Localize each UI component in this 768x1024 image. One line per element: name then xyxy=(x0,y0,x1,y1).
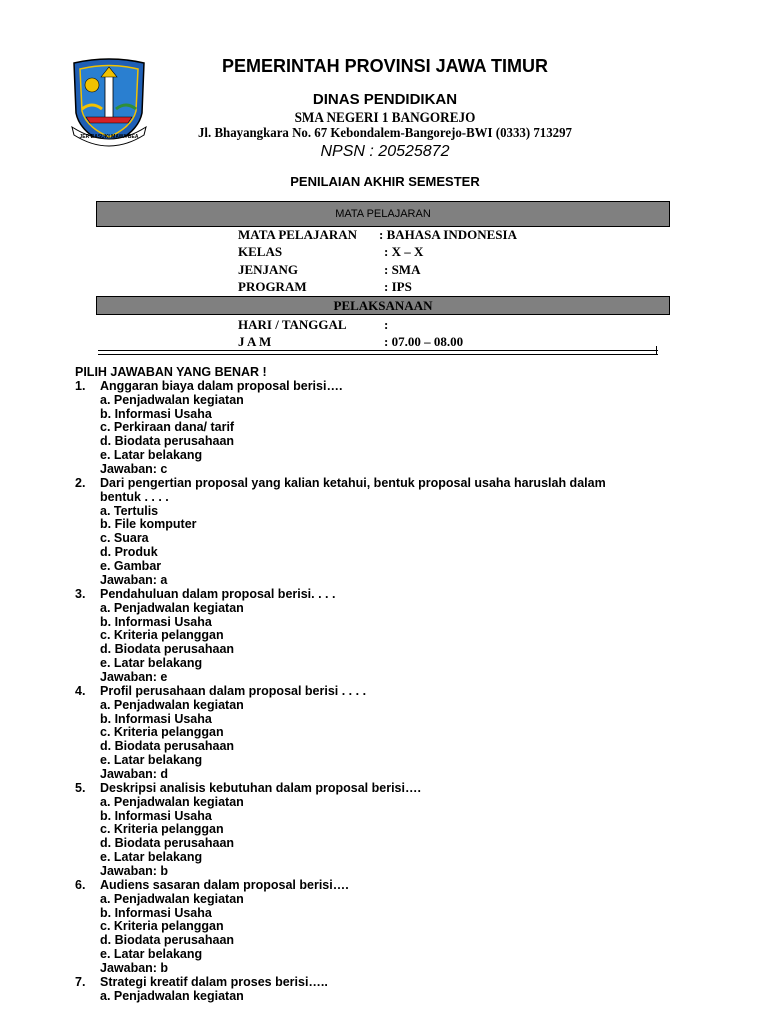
divider-line xyxy=(98,350,658,351)
question-number: 6. xyxy=(75,878,86,892)
question-text: Profil perusahaan dalam proposal berisi . . . . xyxy=(100,684,367,698)
question-text: Anggaran biaya dalam proposal berisi…. xyxy=(100,379,343,393)
answer: Jawaban: a xyxy=(100,572,168,587)
question-number: 3. xyxy=(75,587,86,601)
info-row-time xyxy=(238,333,668,350)
question-5 xyxy=(75,782,715,879)
option: c. Kriteria pelanggan xyxy=(100,628,224,643)
info-row-class xyxy=(238,243,668,260)
option: d. Biodata perusahaan xyxy=(100,434,235,449)
option: d. Biodata perusahaan xyxy=(100,739,235,754)
question-text-continued: bentuk . . . . xyxy=(100,489,169,504)
school-address: Jl. Bhayangkara No. 67 Kebondalem-Bangorejo-BWI (0333) 713297 xyxy=(197,126,573,141)
info-value: : SMA xyxy=(384,262,421,277)
execution-band-header: PELAKSANAAN xyxy=(96,296,670,315)
info-key: JENJANG xyxy=(238,262,298,277)
option: e. Latar belakang xyxy=(100,655,203,670)
government-title: PEMERINTAH PROVINSI JAWA TIMUR xyxy=(221,56,549,76)
question-7 xyxy=(75,976,715,1004)
question-text: Dari pengertian proposal yang kalian ketahui, bentuk proposal usaha haruslah dalam xyxy=(100,476,606,490)
exam-title: PENILAIAN AKHIR SEMESTER xyxy=(290,174,480,189)
question-text: Pendahuluan dalam proposal berisi. . . . xyxy=(100,587,336,601)
option: e. Latar belakang xyxy=(100,849,203,864)
divider-line xyxy=(98,354,658,355)
option: c. Perkiraan dana/ tarif xyxy=(100,420,235,435)
option: a. Tertulis xyxy=(100,503,159,518)
option: c. Kriteria pelanggan xyxy=(100,919,224,934)
instruction-heading: PILIH JAWABAN YANG BENAR ! xyxy=(75,365,267,379)
info-value: : X – X xyxy=(384,244,424,259)
npsn-number: NPSN : 20525872 xyxy=(320,143,450,160)
divider-line xyxy=(656,346,657,354)
info-key: J A M xyxy=(238,334,272,349)
option: e. Gambar xyxy=(100,558,162,573)
info-value: : 07.00 – 08.00 xyxy=(384,334,464,349)
option: a. Penjadwalan kegiatan xyxy=(100,697,244,712)
question-number: 7. xyxy=(75,975,86,989)
question-number: 4. xyxy=(75,684,86,698)
answer: Jawaban: c xyxy=(100,461,168,476)
question-number: 5. xyxy=(75,781,86,795)
question-number: 1. xyxy=(75,379,86,393)
option: c. Suara xyxy=(100,531,149,546)
option: e. Latar belakang xyxy=(100,752,203,767)
answer: Jawaban: e xyxy=(100,669,168,684)
info-value: : BAHASA INDONESIA xyxy=(379,227,517,242)
option: e. Latar belakang xyxy=(100,946,203,961)
provincial-emblem-logo xyxy=(68,57,150,149)
option: d. Biodata perusahaan xyxy=(100,933,235,948)
option: d. Produk xyxy=(100,544,158,559)
option: b. Informasi Usaha xyxy=(100,406,212,421)
svg-text:JER BASUKI MAWA BEA: JER BASUKI MAWA BEA xyxy=(79,134,139,140)
option: b. Informasi Usaha xyxy=(100,808,212,823)
option: c. Kriteria pelanggan xyxy=(100,822,224,837)
option: a. Penjadwalan kegiatan xyxy=(100,600,244,615)
info-key: KELAS xyxy=(238,244,283,259)
info-row-subject xyxy=(238,226,668,243)
info-value: : IPS xyxy=(384,279,412,294)
option: a. Penjadwalan kegiatan xyxy=(100,891,244,906)
school-name: SMA NEGERI 1 BANGOREJO xyxy=(294,110,476,126)
option: e. Latar belakang xyxy=(100,447,203,462)
option: a. Penjadwalan kegiatan xyxy=(100,794,244,809)
option: d. Biodata perusahaan xyxy=(100,836,235,851)
option: b. Informasi Usaha xyxy=(100,711,212,726)
answer: Jawaban: d xyxy=(100,766,169,781)
option: b. File komputer xyxy=(100,517,197,532)
question-text: Audiens sasaran dalam proposal berisi…. xyxy=(100,878,349,892)
option: a. Penjadwalan kegiatan xyxy=(100,988,244,1003)
option: b. Informasi Usaha xyxy=(100,614,212,629)
info-key: MATA PELAJARAN xyxy=(238,227,358,242)
info-key: HARI / TANGGAL xyxy=(238,317,347,332)
question-4 xyxy=(75,685,715,782)
info-row-program xyxy=(238,278,668,295)
answer: Jawaban: b xyxy=(100,863,169,878)
question-6 xyxy=(75,879,715,976)
question-3 xyxy=(75,588,715,685)
option: d. Biodata perusahaan xyxy=(100,642,235,657)
department-title: DINAS PENDIDIKAN xyxy=(312,91,458,108)
info-value: : xyxy=(384,317,389,332)
option: b. Informasi Usaha xyxy=(100,905,212,920)
question-2 xyxy=(75,477,715,587)
question-number: 2. xyxy=(75,476,86,490)
info-row-level xyxy=(238,261,668,278)
info-key: PROGRAM xyxy=(238,279,307,294)
question-1 xyxy=(75,380,715,477)
answer: Jawaban: b xyxy=(100,960,169,975)
option: c. Kriteria pelanggan xyxy=(100,725,224,740)
question-text: Deskripsi analisis kebutuhan dalam proposal berisi…. xyxy=(100,781,421,795)
question-text: Strategi kreatif dalam proses berisi….. xyxy=(100,975,328,989)
option: a. Penjadwalan kegiatan xyxy=(100,392,244,407)
info-row-date xyxy=(238,316,668,333)
subject-band-header: MATA PELAJARAN xyxy=(96,201,670,227)
